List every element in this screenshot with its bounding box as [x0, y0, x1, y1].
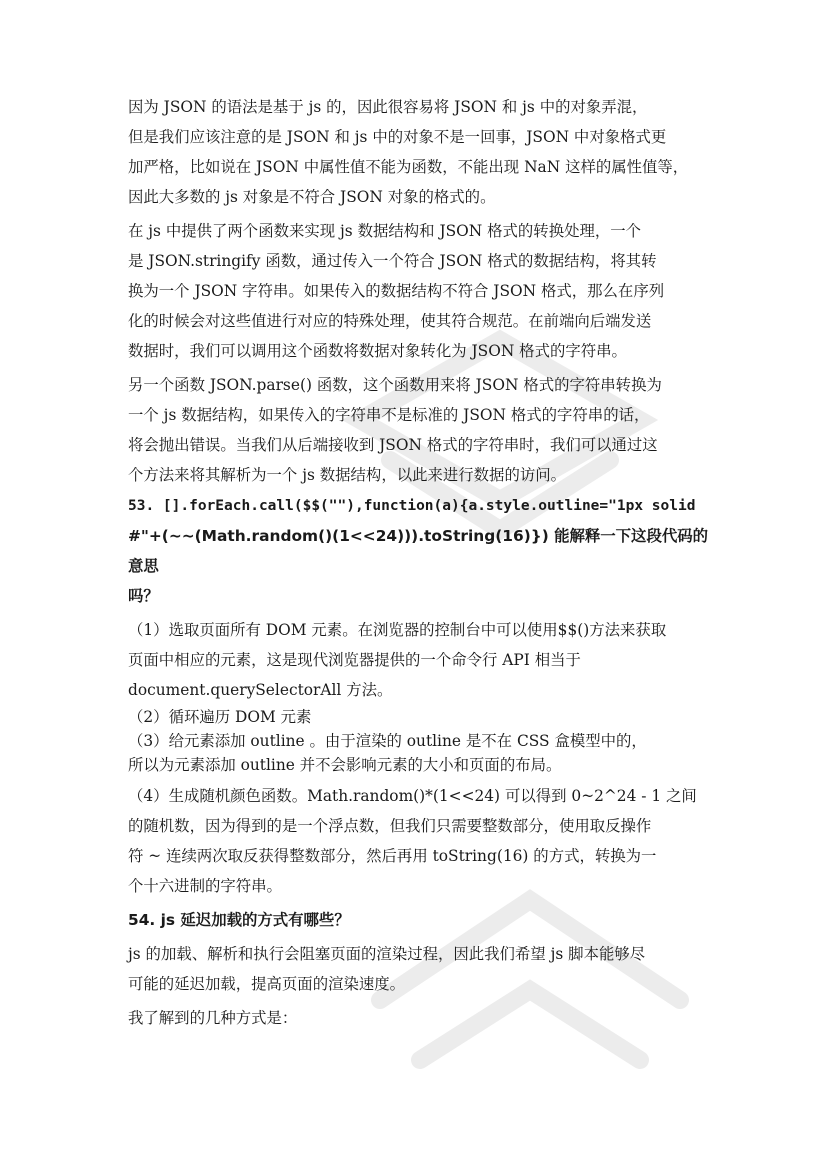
answer-54-intro: js 的加载、解析和执行会阻塞页面的渲染过程，因此我们希望 js 脚本能够尽 可能的延迟加载，提高页面的渲染速度。: [128, 945, 646, 993]
answer-53-step-1: （1）选取页面所有 DOM 元素。在浏览器的控制台中可以使用$$()方法来获取 页面中相应的元素，这是现代浏览器提供的一个命令行 API 相当于 document.querySelectorAll 方法。: [128, 621, 667, 699]
paragraph-json-parse: 另一个函数 JSON.parse() 函数，这个函数用来将 JSON 格式的字符串转换为 一个 js 数据结构，如果传入的字符串不是标准的 JSON 格式的字符串的话， 将会抛出错误。当我们从后端接收到 JSON 格式的字符串时，我们可以通过这 个方法来将其解析为一个 js 数据结构，以此来进行数据的访问。: [128, 376, 662, 484]
paragraph-json-intro: 因为 JSON 的语法是基于 js 的，因此很容易将 JSON 和 js 中的对象弄混， 但是我们应该注意的是 JSON 和 js 中的对象不是一回事，JSON 中对象格式更 加严格，比如说在 JSON 中属性值不能为函数，不能出现 NaN 这样的属性值等， 因此大多数的 js 对象是不符合 JSON 对象的格式的。: [128, 98, 689, 206]
paragraph-json-stringify: 在 js 中提供了两个函数来实现 js 数据结构和 JSON 格式的转换处理，一个 是 JSON.stringify 函数，通过传入一个符合 JSON 格式的数据结构，将其转 换为一个 JSON 字符串。如果传入的数据结构不符合 JSON 格式，那么在序列 化的时候会对这些值进行对应的特殊处理，使其符合规范。在前端向后端发送 数据时，我们可以调用这个函数将数据对象转化为 JSON 格式的字符串。: [128, 222, 665, 360]
answer-53-step-2: （2）循环遍历 DOM 元素: [128, 708, 312, 726]
question-54-heading: 54. js 延迟加载的方式有哪些？: [128, 911, 350, 929]
answer-54-list-lead: 我了解到的几种方式是：: [128, 1009, 298, 1027]
question-53-heading: 53. [].forEach.call($$(""),function(a){a.style.outline="1px solid #"+(~~(Math.random()(1<<24))).toString(16)}) 能解释一下这段代码的意思 吗？: [128, 498, 709, 605]
document-page: [128, 92, 708, 1033]
answer-53-step-3: （3）给元素添加 outline 。由于渲染的 outline 是不在 CSS 盒模型中的， 所以为元素添加 outline 并不会影响元素的大小和页面的布局。: [128, 732, 647, 774]
answer-53-step-4: （4）生成随机颜色函数。Math.random()*(1<<24) 可以得到 0~2^24 - 1 之间 的随机数，因为得到的是一个浮点数，但我们只需要整数部分，使用取反操作 符 ~ 连续两次取反获得整数部分，然后再用 toString(16) 的方式，转换为一 个十六进制的字符串。: [128, 787, 697, 895]
